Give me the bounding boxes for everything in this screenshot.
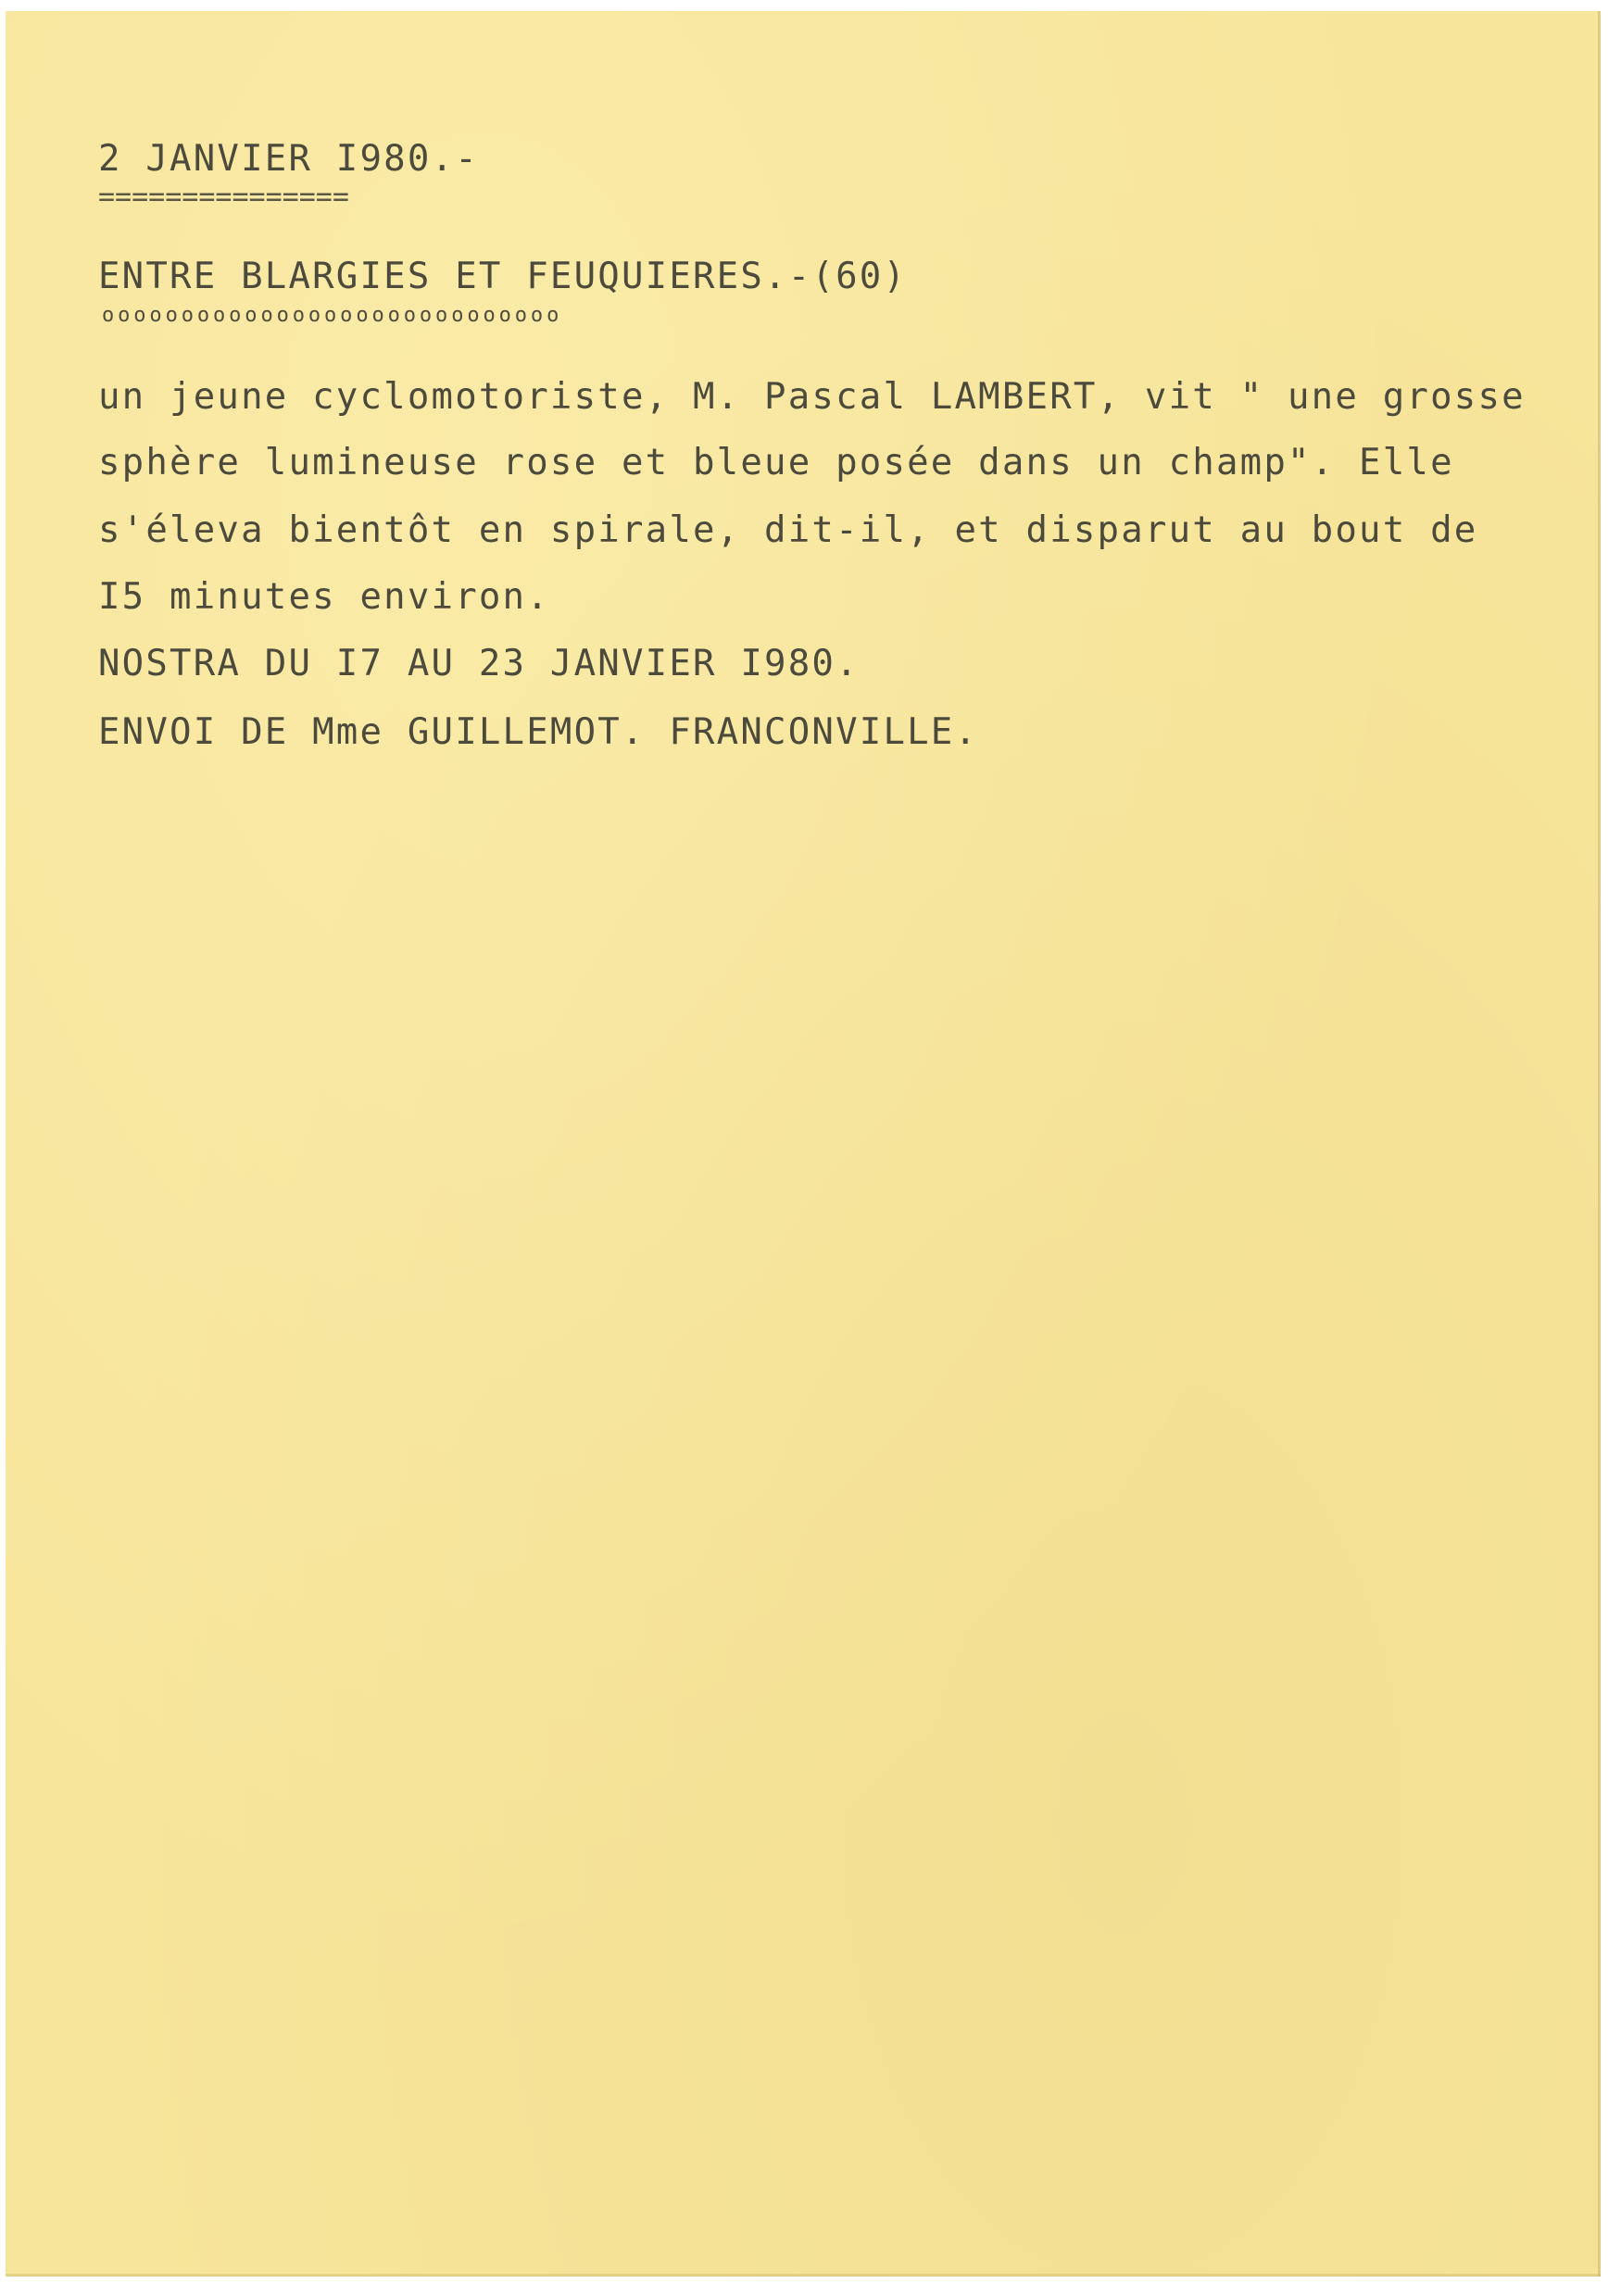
location-heading: ENTRE BLARGIES ET FEUQUIERES.-(60) — [98, 256, 908, 297]
body-line-4: I5 minutes environ. — [98, 576, 550, 618]
body-line-2: sphère lumineuse rose et bleue posée dans un champ". Elle — [98, 442, 1454, 483]
sender-line: ENVOI DE Mme GUILLEMOT. FRANCONVILLE. — [98, 711, 979, 753]
body-line-3: s'éleva bientôt en spirale, dit-il, et disparut au bout de — [98, 509, 1478, 551]
yellow-paper-sheet — [6, 11, 1601, 2277]
date-line: 2 JANVIER I980.- — [98, 138, 479, 180]
heading-underline: ooooooooooooooooooooooooooooo — [102, 304, 563, 327]
source-line: NOSTRA DU I7 AU 23 JANVIER I980. — [98, 643, 860, 684]
date-underline: =============== — [98, 181, 349, 213]
body-line-1: un jeune cyclomotoriste, M. Pascal LAMBERT, vit " une grosse — [98, 376, 1526, 418]
